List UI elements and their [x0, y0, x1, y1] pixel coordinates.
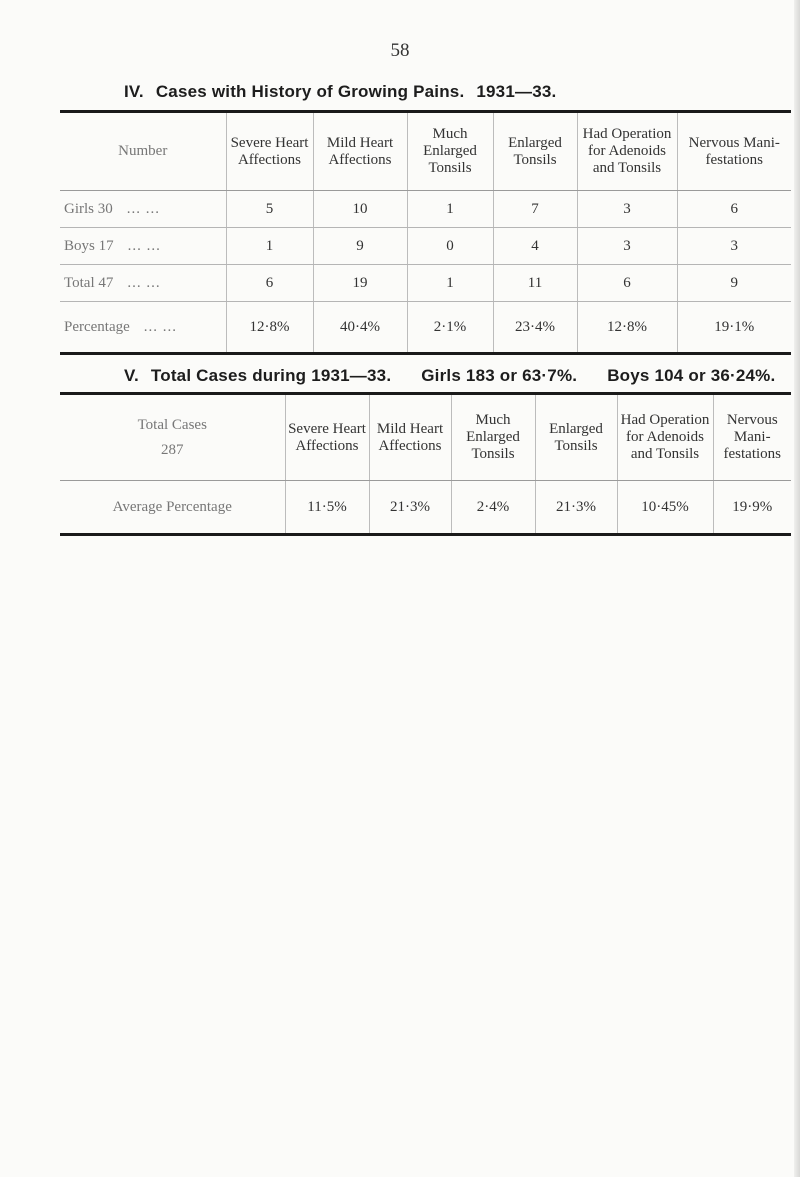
table-row — [60, 191, 791, 228]
table-cell: 2·4% — [451, 481, 535, 535]
total-cases-table — [60, 392, 791, 536]
header-number: Number — [60, 112, 226, 191]
section-iv-title-text: Cases with History of Growing Pains. — [155, 82, 465, 101]
table-header-row — [60, 394, 791, 481]
table-cell: 4 — [493, 228, 577, 265]
header-much-enlarged-tonsils: Much Enlarged Tonsils — [451, 394, 535, 481]
header-mild-heart: Mild Heart Affections — [369, 394, 451, 481]
table-cell: 1 — [226, 228, 313, 265]
table-cell: 6 — [677, 191, 791, 228]
table-cell: 9 — [313, 228, 407, 265]
header-mild-heart: Mild Heart Affections — [313, 112, 407, 191]
table-cell: 12·8% — [577, 302, 677, 354]
table-cell: 6 — [577, 265, 677, 302]
table-cell: 2·1% — [407, 302, 493, 354]
table-cell: 0 — [407, 228, 493, 265]
table-cell: 10 — [313, 191, 407, 228]
section-v-number: V. — [124, 366, 139, 385]
row-label — [60, 265, 226, 302]
table-row — [60, 265, 791, 302]
table-row — [60, 228, 791, 265]
table-cell: 12·8% — [226, 302, 313, 354]
table-cell: 21·3% — [369, 481, 451, 535]
table-header-row — [60, 112, 791, 191]
table-cell: 11·5% — [285, 481, 369, 535]
table-cell: 1 — [407, 265, 493, 302]
table-row — [60, 302, 791, 354]
header-severe-heart: Severe Heart Affections — [285, 394, 369, 481]
table-cell: 11 — [493, 265, 577, 302]
header-had-operation: Had Operation for Adenoids and Tonsils — [617, 394, 713, 481]
table-cell: 5 — [226, 191, 313, 228]
leader-dots: ... ... — [127, 274, 161, 291]
page-edge-shadow — [794, 0, 800, 1177]
header-nervous: Nervous Mani- festations — [677, 112, 791, 191]
section-v-title-text: Total Cases during 1931—33. — [150, 366, 392, 385]
row-label-text: Boys 17 — [64, 237, 114, 254]
page-number: 58 — [390, 40, 410, 61]
growing-pains-table — [60, 110, 791, 355]
leader-dots: ... ... — [127, 237, 161, 254]
table-cell: 9 — [677, 265, 791, 302]
table-cell: 6 — [226, 265, 313, 302]
table-cell: 19·9% — [713, 481, 791, 535]
table-cell: 40·4% — [313, 302, 407, 354]
table-cell: 21·3% — [535, 481, 617, 535]
row-label — [60, 228, 226, 265]
section-iv-number: IV. — [124, 82, 144, 101]
table-cell: 23·4% — [493, 302, 577, 354]
row-label-text: Girls 30 — [64, 200, 113, 217]
header-much-enlarged-tonsils: Much Enlarged Tonsils — [407, 112, 493, 191]
table-cell: 19·1% — [677, 302, 791, 354]
section-v-boys: Boys 104 or 36·24%. — [607, 366, 776, 385]
header-nervous: Nervous Mani- festations — [713, 394, 791, 481]
leader-dots: ... ... — [143, 318, 178, 335]
header-had-operation: Had Operation for Adenoids and Tonsils — [577, 112, 677, 191]
table-cell: 7 — [493, 191, 577, 228]
table-row — [60, 481, 791, 535]
section-iv-years: 1931—33. — [476, 82, 557, 101]
section-iv-title — [124, 82, 556, 102]
table-cell: 3 — [677, 228, 791, 265]
row-label-text: Percentage — [64, 318, 130, 335]
header-severe-heart: Severe Heart Affections — [226, 112, 313, 191]
section-v-title — [124, 366, 775, 386]
row-label-text: Total 47 — [64, 274, 114, 291]
row-label — [60, 191, 226, 228]
table-cell: 3 — [577, 228, 677, 265]
header-total-cases — [60, 394, 285, 481]
section-v-girls: Girls 183 or 63·7%. — [421, 366, 578, 385]
table-cell: 1 — [407, 191, 493, 228]
table-cell: 19 — [313, 265, 407, 302]
row-label — [60, 302, 226, 354]
header-total-cases-label: Total Cases — [137, 416, 207, 433]
row-label: Average Percentage — [112, 498, 232, 515]
leader-dots: ... ... — [126, 200, 160, 217]
header-enlarged-tonsils: Enlarged Tonsils — [493, 112, 577, 191]
header-enlarged-tonsils: Enlarged Tonsils — [535, 394, 617, 481]
table-cell: 10·45% — [617, 481, 713, 535]
table-cell: 3 — [577, 191, 677, 228]
total-cases-count: 287 — [161, 441, 184, 458]
